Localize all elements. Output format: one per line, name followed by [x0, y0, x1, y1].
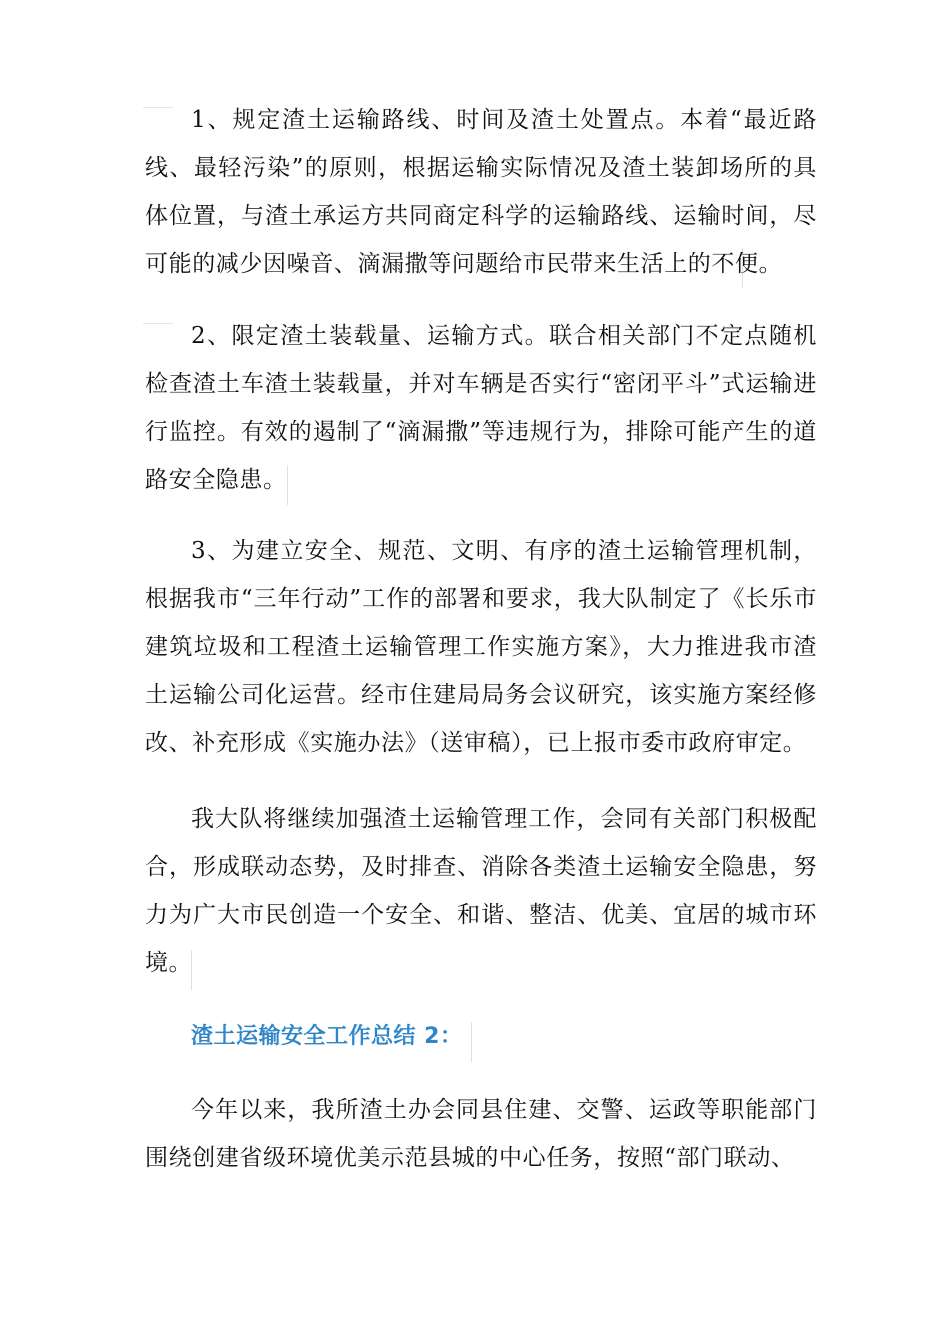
paragraph-load-limits: 2、限定渣土装载量、运输方式。联合相关部门不定点随机检查渣土车渣土装载量，并对车辆是否实行“密闭平斗”式运输进行监控。有效的遏制了“滴漏撒”等违规行为，排除可能产生的道路安全隐患。	[145, 323, 817, 493]
paragraph-conclusion: 我大队将继续加强渣土运输管理工作，会同有关部门积极配合，形成联动态势，及时排查、消除各类渣土运输安全隐患，努力为广大市民创造一个安全、和谐、整洁、优美、宜居的城市环境。	[145, 806, 817, 976]
section-heading: 渣土运输安全工作总结 2：	[191, 1024, 463, 1049]
paragraph-summary-intro: 今年以来，我所渣土办会同县住建、交警、运政等职能部门围绕创建省级环境优美示范县城的中心任务，按照“部门联动、	[145, 1097, 817, 1171]
guide-line	[471, 1022, 472, 1062]
paragraph-route-rules: 1、规定渣土运输路线、时间及渣土处置点。本着“最近路线、最轻污染”的原则，根据运输实际情况及渣土装卸场所的具体位置，与渣土承运方共同商定科学的运输路线、运输时间，尽可能的减少因噪音、滴漏撒等问题给市民带来生活上的不便。	[145, 107, 817, 277]
paragraph-management-mechanism: 3、为建立安全、规范、文明、有序的渣土运输管理机制，根据我市“三年行动”工作的部署和要求，我大队制定了《长乐市建筑垃圾和工程渣土运输管理工作实施方案》，大力推进我市渣土运输公司化运营。经市住建局局务会议研究，该实施方案经修改、补充形成《实施办法》（送审稿），已上报市委市政府审定。	[145, 538, 817, 756]
